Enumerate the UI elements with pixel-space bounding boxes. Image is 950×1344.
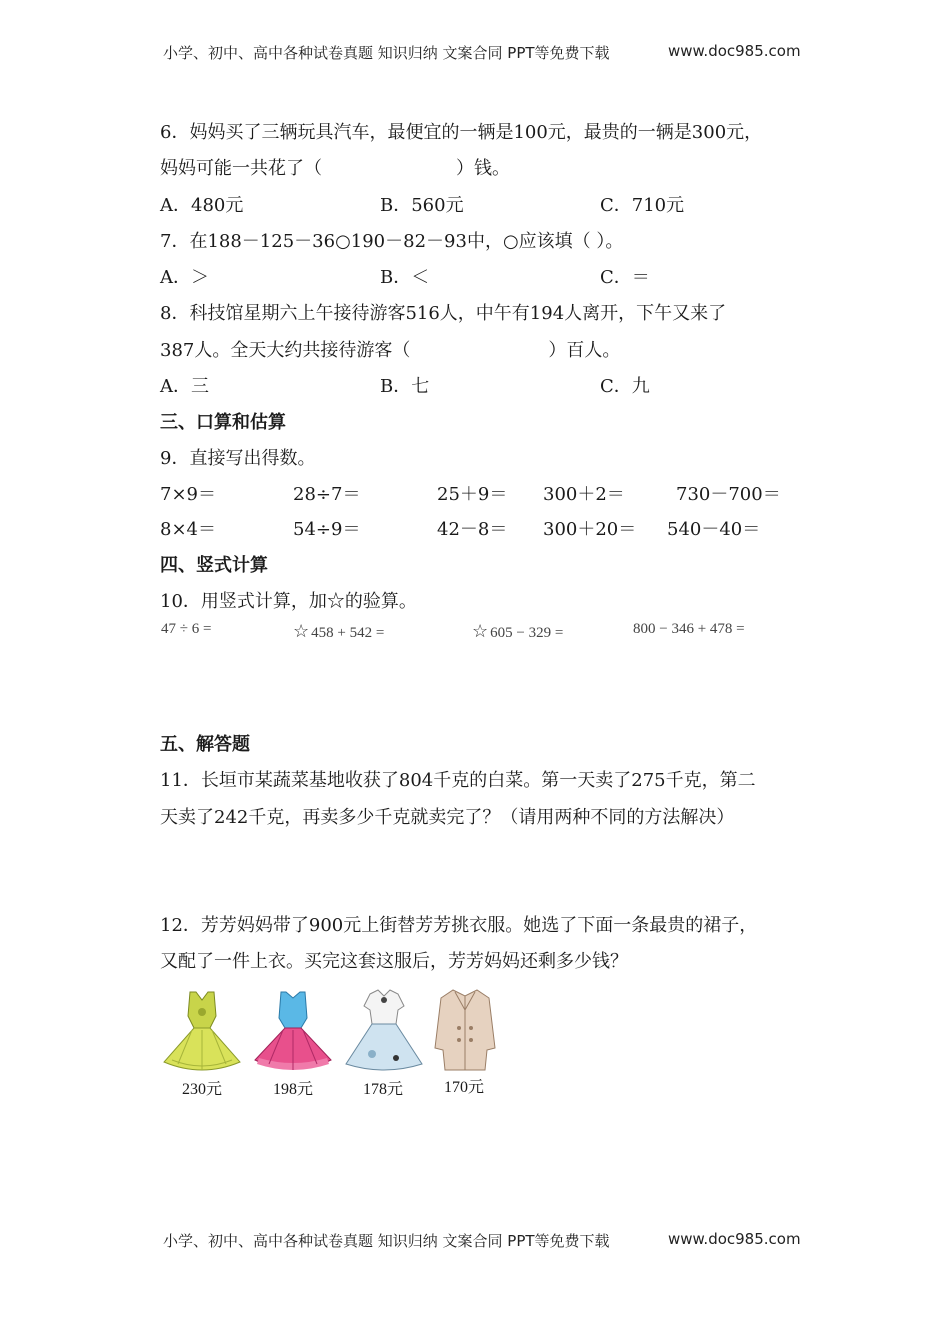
q6-line2-b: ）钱。 — [456, 158, 510, 179]
q9-row2-2: 54÷9＝ — [293, 519, 361, 540]
q7-option-b[interactable]: B．＜ — [380, 267, 430, 288]
price-pink-dress: 198元 — [273, 1081, 314, 1098]
section-3-heading: 三、口算和估算 — [160, 412, 286, 433]
q10-expr-4: 800 − 346 + 478 = — [633, 621, 745, 637]
q9-row2-5: 540－40＝ — [667, 519, 761, 540]
q12-line1: 12．芳芳妈妈带了900元上街替芳芳挑衣服。她选了下面一条最贵的裙子， — [160, 915, 758, 936]
q7-option-a[interactable]: A．＞ — [160, 267, 209, 288]
q9-row1-4: 300＋2＝ — [543, 484, 625, 505]
q9-row1-3: 25＋9＝ — [437, 484, 508, 505]
star-icon: ☆ — [472, 621, 489, 641]
page-footer — [163, 1230, 803, 1251]
q9-row1-2: 28÷7＝ — [293, 484, 361, 505]
item-pink-dress — [253, 988, 333, 1074]
blue-dress-icon — [344, 988, 424, 1074]
beige-coat-icon — [425, 988, 505, 1074]
q6-option-c[interactable]: C．710元 — [600, 195, 685, 216]
q10-expr-2 — [293, 621, 384, 642]
q8-line2-b: ）百人。 — [548, 340, 621, 361]
q9-row2-4: 300＋20＝ — [543, 519, 637, 540]
header-text: 小学、初中、高中各种试卷真题 知识归纳 文案合同 PPT等免费下载 — [163, 44, 610, 62]
q6-line2-a: 妈妈可能一共花了（ — [160, 158, 322, 179]
footer-site: www.doc985.com — [668, 1230, 801, 1248]
q8-option-c[interactable]: C．九 — [600, 376, 650, 397]
item-beige-coat — [425, 988, 505, 1074]
item-blue-dress — [344, 988, 424, 1074]
q8-option-b[interactable]: B．七 — [380, 376, 430, 397]
price-beige-coat: 170元 — [444, 1079, 485, 1096]
pink-dress-icon — [253, 988, 333, 1074]
header-site: www.doc985.com — [668, 42, 801, 60]
section-5-heading: 五、解答题 — [160, 734, 250, 755]
q6-option-a[interactable]: A．480元 — [160, 195, 244, 216]
q8-line1: 8．科技馆星期六上午接待游客516人，中午有194人离开，下午又来了 — [160, 303, 727, 324]
q6-line1: 6．妈妈买了三辆玩具汽车，最便宜的一辆是100元，最贵的一辆是300元， — [160, 122, 763, 143]
q9-row1-5: 730－700＝ — [676, 484, 781, 505]
q10-expr-1: 47 ÷ 6 = — [161, 621, 212, 637]
q12-line2: 又配了一件上衣。买完这套这服后，芳芳妈妈还剩多少钱？ — [160, 951, 628, 972]
footer-text: 小学、初中、高中各种试卷真题 知识归纳 文案合同 PPT等免费下载 — [163, 1232, 610, 1250]
q9-text: 9．直接写出得数。 — [160, 448, 316, 469]
q11-line1: 11．长垣市某蔬菜基地收获了804千克的白菜。第一天卖了275千克，第二 — [160, 770, 756, 791]
price-yellow-dress: 230元 — [182, 1081, 223, 1098]
q10-expr-2-text: 458 + 542 = — [311, 625, 385, 641]
q7-text: 7．在188－125－36○190－82－93中，○应该填（ ）。 — [160, 231, 624, 252]
q11-line2: 天卖了242千克，再卖多少千克就卖完了？（请用两种不同的方法解决） — [160, 807, 735, 828]
q6-option-b[interactable]: B．560元 — [380, 195, 464, 216]
q8-line2 — [160, 336, 620, 362]
price-blue-dress: 178元 — [363, 1081, 404, 1098]
q8-line2-a: 387人。全天大约共接待游客（ — [160, 340, 411, 361]
q9-row2-1: 8×4＝ — [160, 519, 216, 540]
star-icon: ☆ — [293, 621, 310, 641]
section-4-heading: 四、竖式计算 — [160, 555, 268, 576]
yellow-dress-icon — [162, 988, 242, 1074]
q10-expr-3 — [472, 621, 563, 642]
item-yellow-dress — [162, 988, 242, 1074]
q7-option-c[interactable]: C．＝ — [600, 267, 650, 288]
q9-row2-3: 42－8＝ — [437, 519, 508, 540]
q10-expr-3-text: 605 − 329 = — [490, 625, 564, 641]
q10-text: 10．用竖式计算，加☆的验算。 — [160, 591, 417, 612]
q6-line2 — [160, 154, 510, 180]
q9-row1-1: 7×9＝ — [160, 484, 216, 505]
q8-option-a[interactable]: A．三 — [160, 376, 209, 397]
page-header — [163, 42, 803, 63]
